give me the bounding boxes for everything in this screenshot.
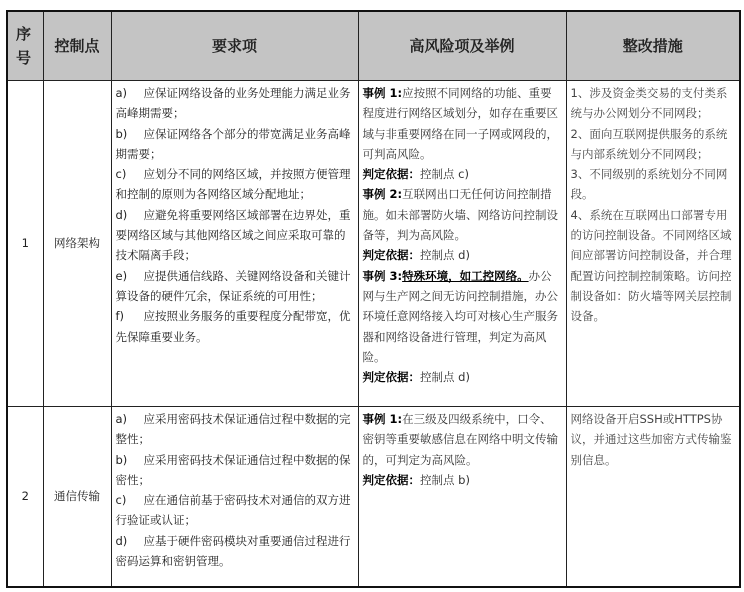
- header-row: [7, 11, 740, 81]
- requirement-tag: e): [115, 268, 128, 283]
- fix-item: 网络设备开启SSH或HTTPS协议，并通过这些加密方式传输鉴别信息。: [570, 412, 732, 467]
- risk-basis: [363, 245, 562, 265]
- fixes-cell: [566, 81, 740, 407]
- requirement-item: [116, 124, 354, 165]
- risk-example: [363, 83, 562, 164]
- risk-basis-value: 控制点 d): [420, 370, 470, 385]
- risk-label: 事例 1:: [362, 86, 403, 100]
- requirement-item: [116, 83, 354, 124]
- requirement-tag: f): [115, 309, 125, 324]
- risks-cell: [358, 81, 566, 407]
- risk-basis-label: 判定依据：: [362, 248, 420, 263]
- requirement-tag: b): [115, 126, 128, 141]
- requirement-tag: a): [115, 86, 128, 100]
- fix-item: 4、系统在互联网出口部署专用的访问控制设备。不同网络区域间应部署访问控制设备，并合理配置访问控制控制策略。访问控制设备如：防火墙等网关层控制设备。: [570, 207, 732, 324]
- requirement-tag: d): [115, 207, 128, 222]
- requirement-item: [116, 306, 354, 347]
- requirements-cell: [111, 407, 358, 587]
- requirement-text: 应保证网络各个部分的带宽满足业务高峰期需要；: [115, 126, 351, 161]
- header-fixes: 整改措施: [566, 11, 740, 81]
- fix-item: 2、面向互联网提供服务的系统与内部系统划分不同网段；: [570, 126, 728, 161]
- row-number: 2: [7, 407, 43, 587]
- row-number: 1: [7, 81, 43, 407]
- fixes-cell: [566, 407, 740, 587]
- table-row: [7, 81, 740, 407]
- risk-basis: [363, 367, 562, 387]
- risk-highlight: 特殊环境，如工控网络。: [402, 268, 529, 283]
- requirement-tag: b): [115, 452, 128, 467]
- requirement-text: 应基于硬件密码模块对重要通信过程进行密码运算和密钥管理。: [115, 533, 351, 569]
- risk-example: [363, 184, 562, 245]
- risk-basis-value: 控制点 c): [420, 167, 469, 182]
- requirement-tag: c): [115, 493, 127, 508]
- requirement-text: 应采用密码技术保证通信过程中数据的保密性；: [115, 452, 351, 487]
- requirement-tag: a): [115, 412, 128, 426]
- risk-table: [6, 10, 741, 588]
- risk-basis: [363, 164, 562, 184]
- risk-label: 事例 3:: [362, 268, 403, 283]
- risk-text: 互联网出口无任何访问控制措施。如未部署防火墙、网络访问控制设备等，判为高风险。: [362, 187, 558, 243]
- requirement-text: 应在通信前基于密码技术对通信的双方进行验证或认证；: [115, 493, 351, 528]
- control-point: 通信传输: [43, 407, 111, 587]
- requirement-text: 应保证网络设备的业务处理能力满足业务高峰期需要；: [115, 86, 351, 121]
- risk-text: 办公网与生产网之间无访问控制措施，办公环境任意网络接入均可对核心生产服务器和网络设备进行管理，判定为高风险。: [362, 268, 558, 364]
- header-control: 控制点: [43, 11, 111, 81]
- risk-basis: [363, 470, 562, 490]
- risk-basis-label: 判定依据：: [362, 370, 420, 385]
- requirement-text: 应划分不同的网络区域，并按照方便管理和控制的原则为各网络区域分配地址；: [115, 167, 351, 202]
- header-risks: 高风险项及举例: [358, 11, 566, 81]
- requirements-cell: [111, 81, 358, 407]
- requirement-text: 应提供通信线路、关键网络设备和关键计算设备的硬件冗余，保证系统的可用性；: [115, 268, 351, 303]
- requirement-text: 应采用密码技术保证通信过程中数据的完整性；: [115, 412, 351, 447]
- fix-item: 1、涉及资金类交易的支付类系统与办公网划分不同网段；: [570, 86, 728, 121]
- risk-example: [363, 266, 562, 367]
- risk-basis-label: 判定依据：: [362, 167, 420, 182]
- requirement-item: [116, 164, 354, 205]
- requirement-item: [116, 409, 354, 450]
- risk-label: 事例 2:: [362, 187, 403, 202]
- control-point: 网络架构: [43, 81, 111, 407]
- risk-basis-value: 控制点 b): [420, 472, 470, 487]
- table-row: [7, 407, 740, 587]
- risk-example: [363, 409, 562, 470]
- requirement-item: [116, 531, 354, 572]
- requirement-item: [116, 205, 354, 266]
- risk-text: 应按照不同网络的功能、重要程度进行网络区域划分，如存在重要区域与非重要网络在同一子网或网段的，可判高风险。: [362, 86, 558, 161]
- fix-item: 3、不同级别的系统划分不同网段。: [570, 167, 728, 202]
- risk-text: 在三级及四级系统中，口令、密钥等重要敏感信息在网络中明文传输的，可判定为高风险。: [362, 412, 558, 467]
- risk-basis-label: 判定依据：: [362, 472, 420, 487]
- risks-cell: [358, 407, 566, 587]
- header-requirements: 要求项: [111, 11, 358, 81]
- requirement-text: 应避免将重要网络区域部署在边界处，重要网络区域与其他网络区域之间应采取可靠的技术隔离手段；: [115, 207, 351, 263]
- requirement-text: 应按照业务服务的重要程度分配带宽，优先保障重要业务。: [115, 309, 351, 344]
- requirement-tag: c): [115, 167, 127, 182]
- requirement-item: [116, 266, 354, 307]
- requirement-item: [116, 490, 354, 531]
- header-no: 序号: [7, 11, 43, 81]
- risk-label: 事例 1:: [362, 412, 403, 426]
- requirement-item: [116, 450, 354, 491]
- requirement-tag: d): [115, 533, 128, 548]
- risk-basis-value: 控制点 d): [420, 248, 470, 263]
